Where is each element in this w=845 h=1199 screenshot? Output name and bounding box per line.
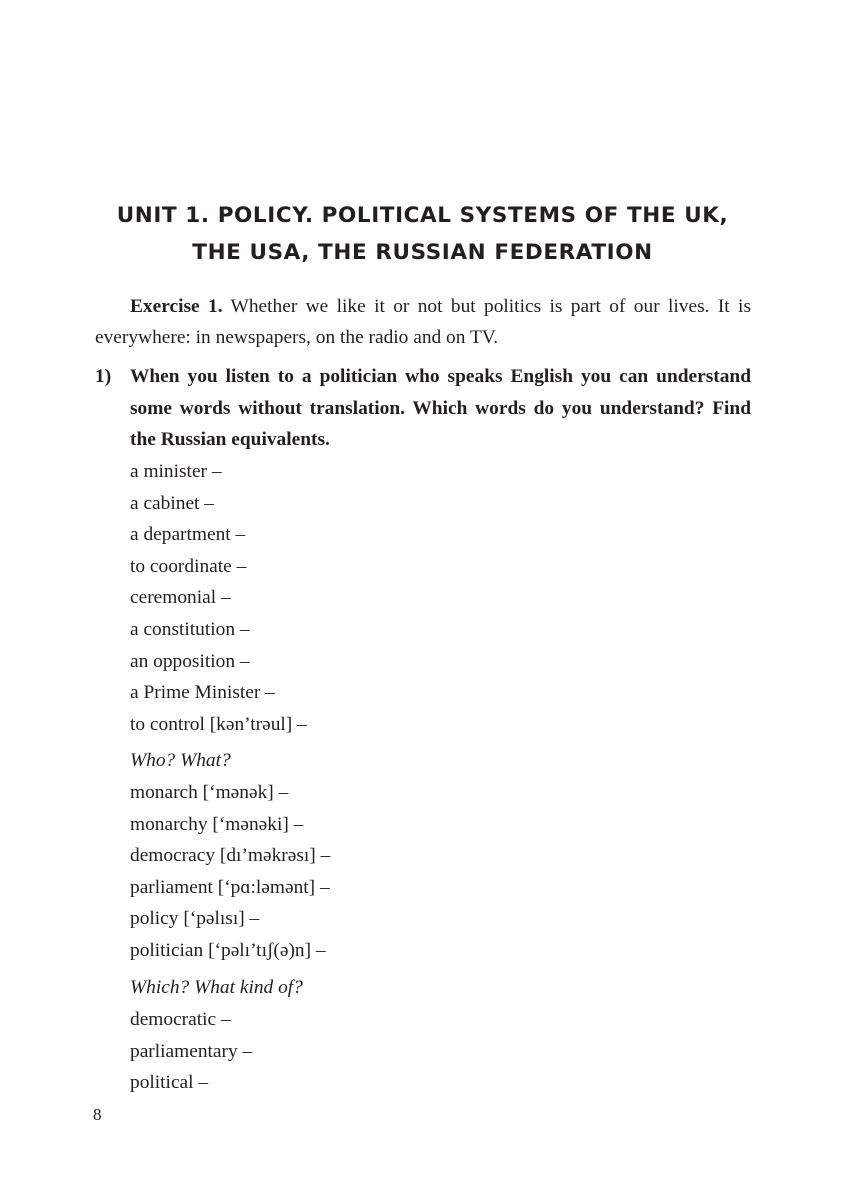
page-number: 8 [93, 1105, 102, 1124]
vocabulary-item: a Prime Minister – [130, 682, 275, 704]
vocabulary-item: political – [130, 1072, 209, 1094]
exercise-label: Exercise 1. [130, 296, 223, 317]
subheading-which-what-kind: Which? What kind of? [130, 977, 303, 998]
vocabulary-item: ceremonial – [130, 587, 231, 609]
exercise-intro-text: Whether we like it or not but politics is part of our lives. It is everywhere: in newspapers, on the radio and on TV. [95, 296, 751, 348]
vocabulary-item: democratic – [130, 1009, 231, 1030]
vocabulary-item: a cabinet – [130, 492, 214, 514]
vocabulary-item: to control [kən’trəul] – [130, 713, 307, 735]
task-text: When you listen to a politician who speaks English you can understand some words without translation. Which words do you understand? Find the Russian equivalents. [130, 366, 751, 451]
unit-title-line-1: UNIT 1. POLICY. POLITICAL SYSTEMS OF THE UK, [116, 203, 729, 228]
unit-title-line-2: THE USA, THE RUSSIAN FEDERATION [192, 240, 653, 265]
task-number: 1) [95, 366, 112, 387]
vocabulary-list-3 [130, 1004, 252, 1099]
vocabulary-item: monarch [‘mənək] – [130, 782, 289, 803]
vocabulary-item: parliamentary – [130, 1040, 253, 1062]
vocabulary-item: parliament [‘pɑ:ləmənt] – [130, 876, 330, 898]
vocabulary-list-2 [130, 777, 330, 967]
vocabulary-list-1 [130, 456, 307, 740]
exercise-intro [95, 291, 751, 353]
vocabulary-item: a minister – [130, 461, 222, 482]
subheading-who-what: Who? What? [130, 750, 231, 771]
vocabulary-item: an opposition – [130, 650, 250, 672]
vocabulary-item: policy [‘pəlısı] – [130, 908, 260, 930]
vocabulary-item: to coordinate – [130, 555, 247, 577]
vocabulary-item: democracy [dı’məkrəsı] – [130, 845, 331, 867]
vocabulary-item: a constitution – [130, 618, 250, 640]
vocabulary-item: politician [‘pəlı’tıʃ(ə)n] – [130, 939, 326, 961]
vocabulary-item: monarchy [‘mənəki] – [130, 813, 304, 835]
vocabulary-item: a department – [130, 524, 246, 546]
